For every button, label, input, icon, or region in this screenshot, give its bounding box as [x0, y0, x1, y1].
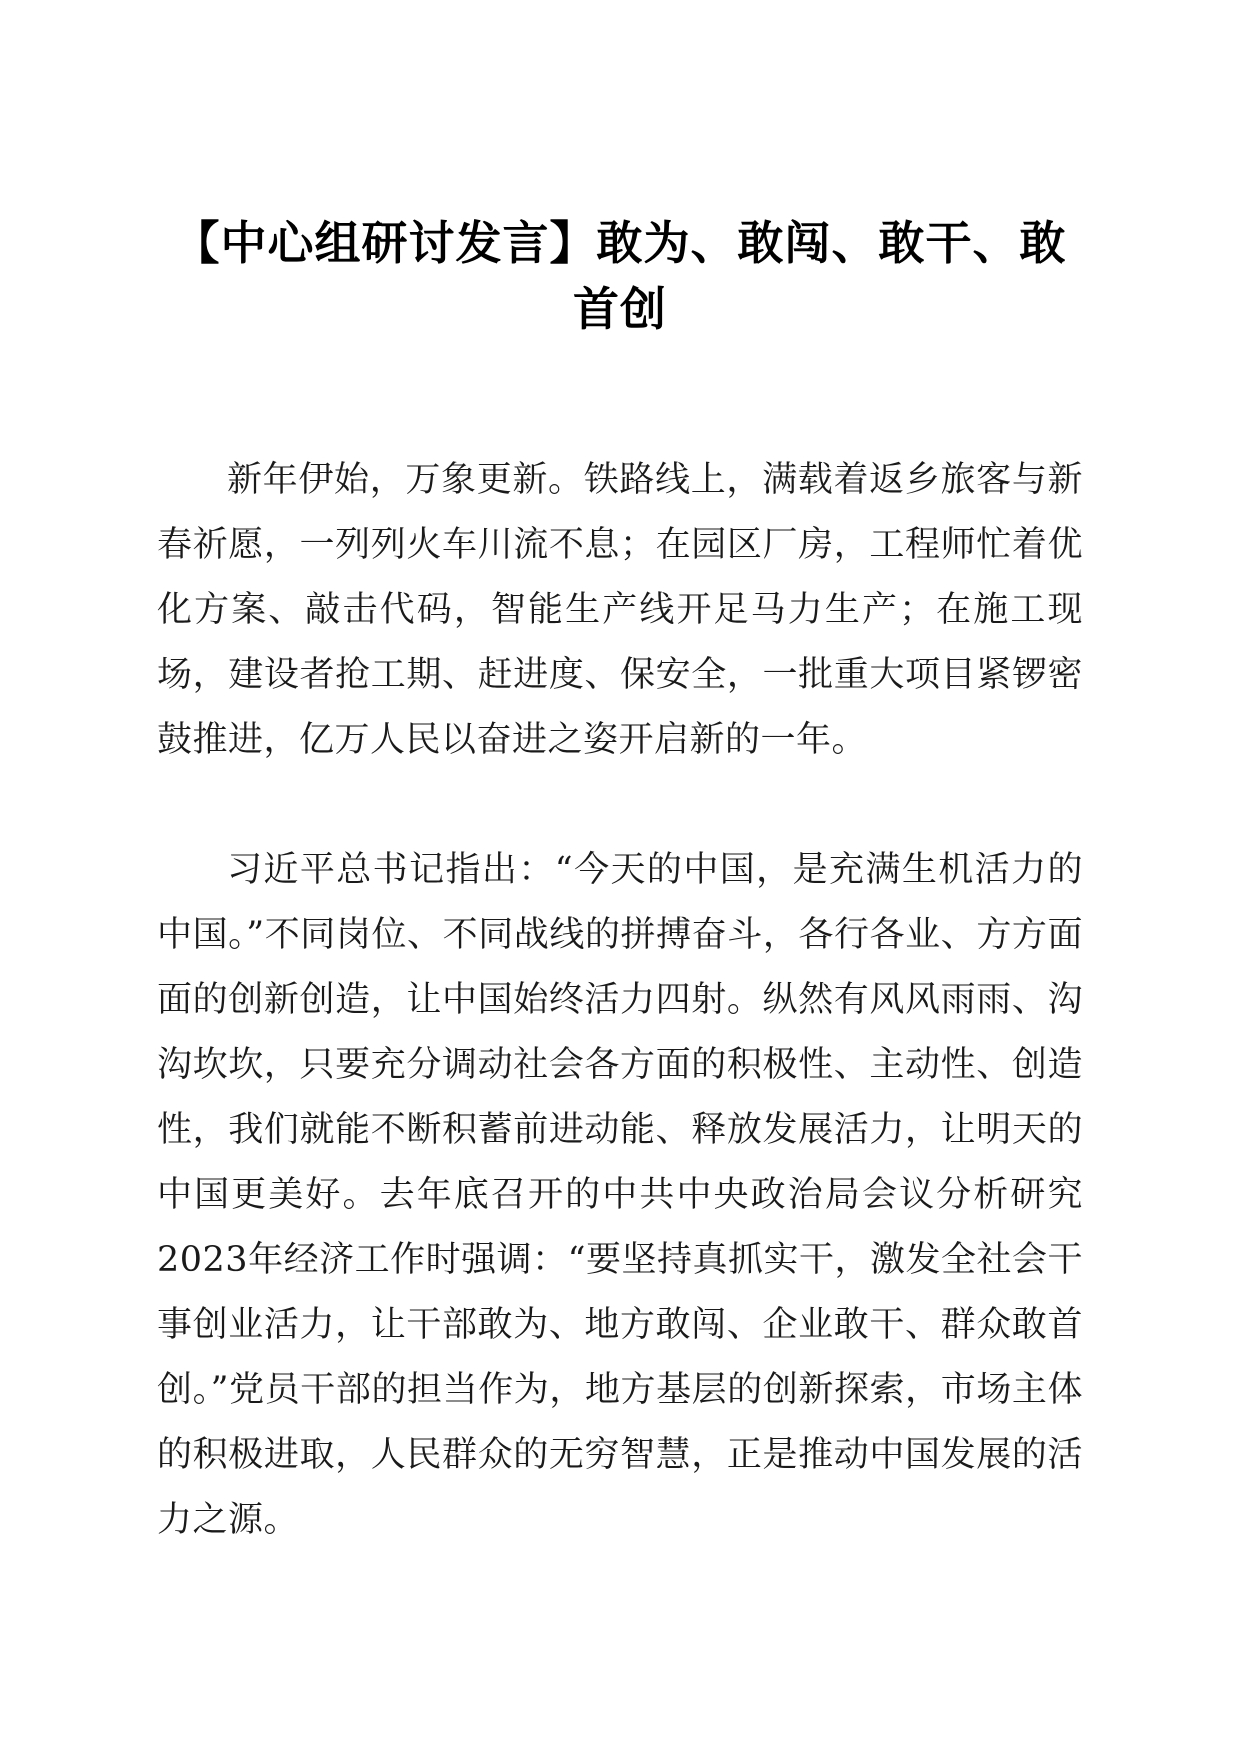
- paragraph-vitality: 习近平总书记指出：“今天的中国，是充满生机活力的中国。”不同岗位、不同战线的拼搏奋斗，各行各业、方方面面的创新创造，让中国始终活力四射。纵然有风风雨雨、沟沟坎坎，只要充分调动社会各方面的积极性、主动性、创造性，我们就能不断积蓄前进动能、释放发展活力，让明天的中国更美好。去年底召开的中共中央政治局会议分析研究2023年经济工作时强调：“要坚持真抓实干，激发全社会干事创业活力，让干部敢为、地方敢闯、企业敢干、群众敢首创。”党员干部的担当作为，地方基层的创新探索，市场主体的积极进取，人民群众的无穷智慧，正是推动中国发展的活力之源。: [157, 850, 1083, 1540]
- paragraph-new-year: 新年伊始，万象更新。铁路线上，满载着返乡旅客与新春祈愿，一列列火车川流不息；在园区厂房，工程师忙着优化方案、敲击代码，智能生产线开足马力生产；在施工现场，建设者抢工期、赶进度、保安全，一批重大项目紧锣密鼓推进，亿万人民以奋进之姿开启新的一年。: [157, 460, 1083, 760]
- document-body: [157, 448, 1083, 1553]
- document-title: 【中心组研讨发言】敢为、敢闯、敢干、敢首创: [173, 216, 1067, 336]
